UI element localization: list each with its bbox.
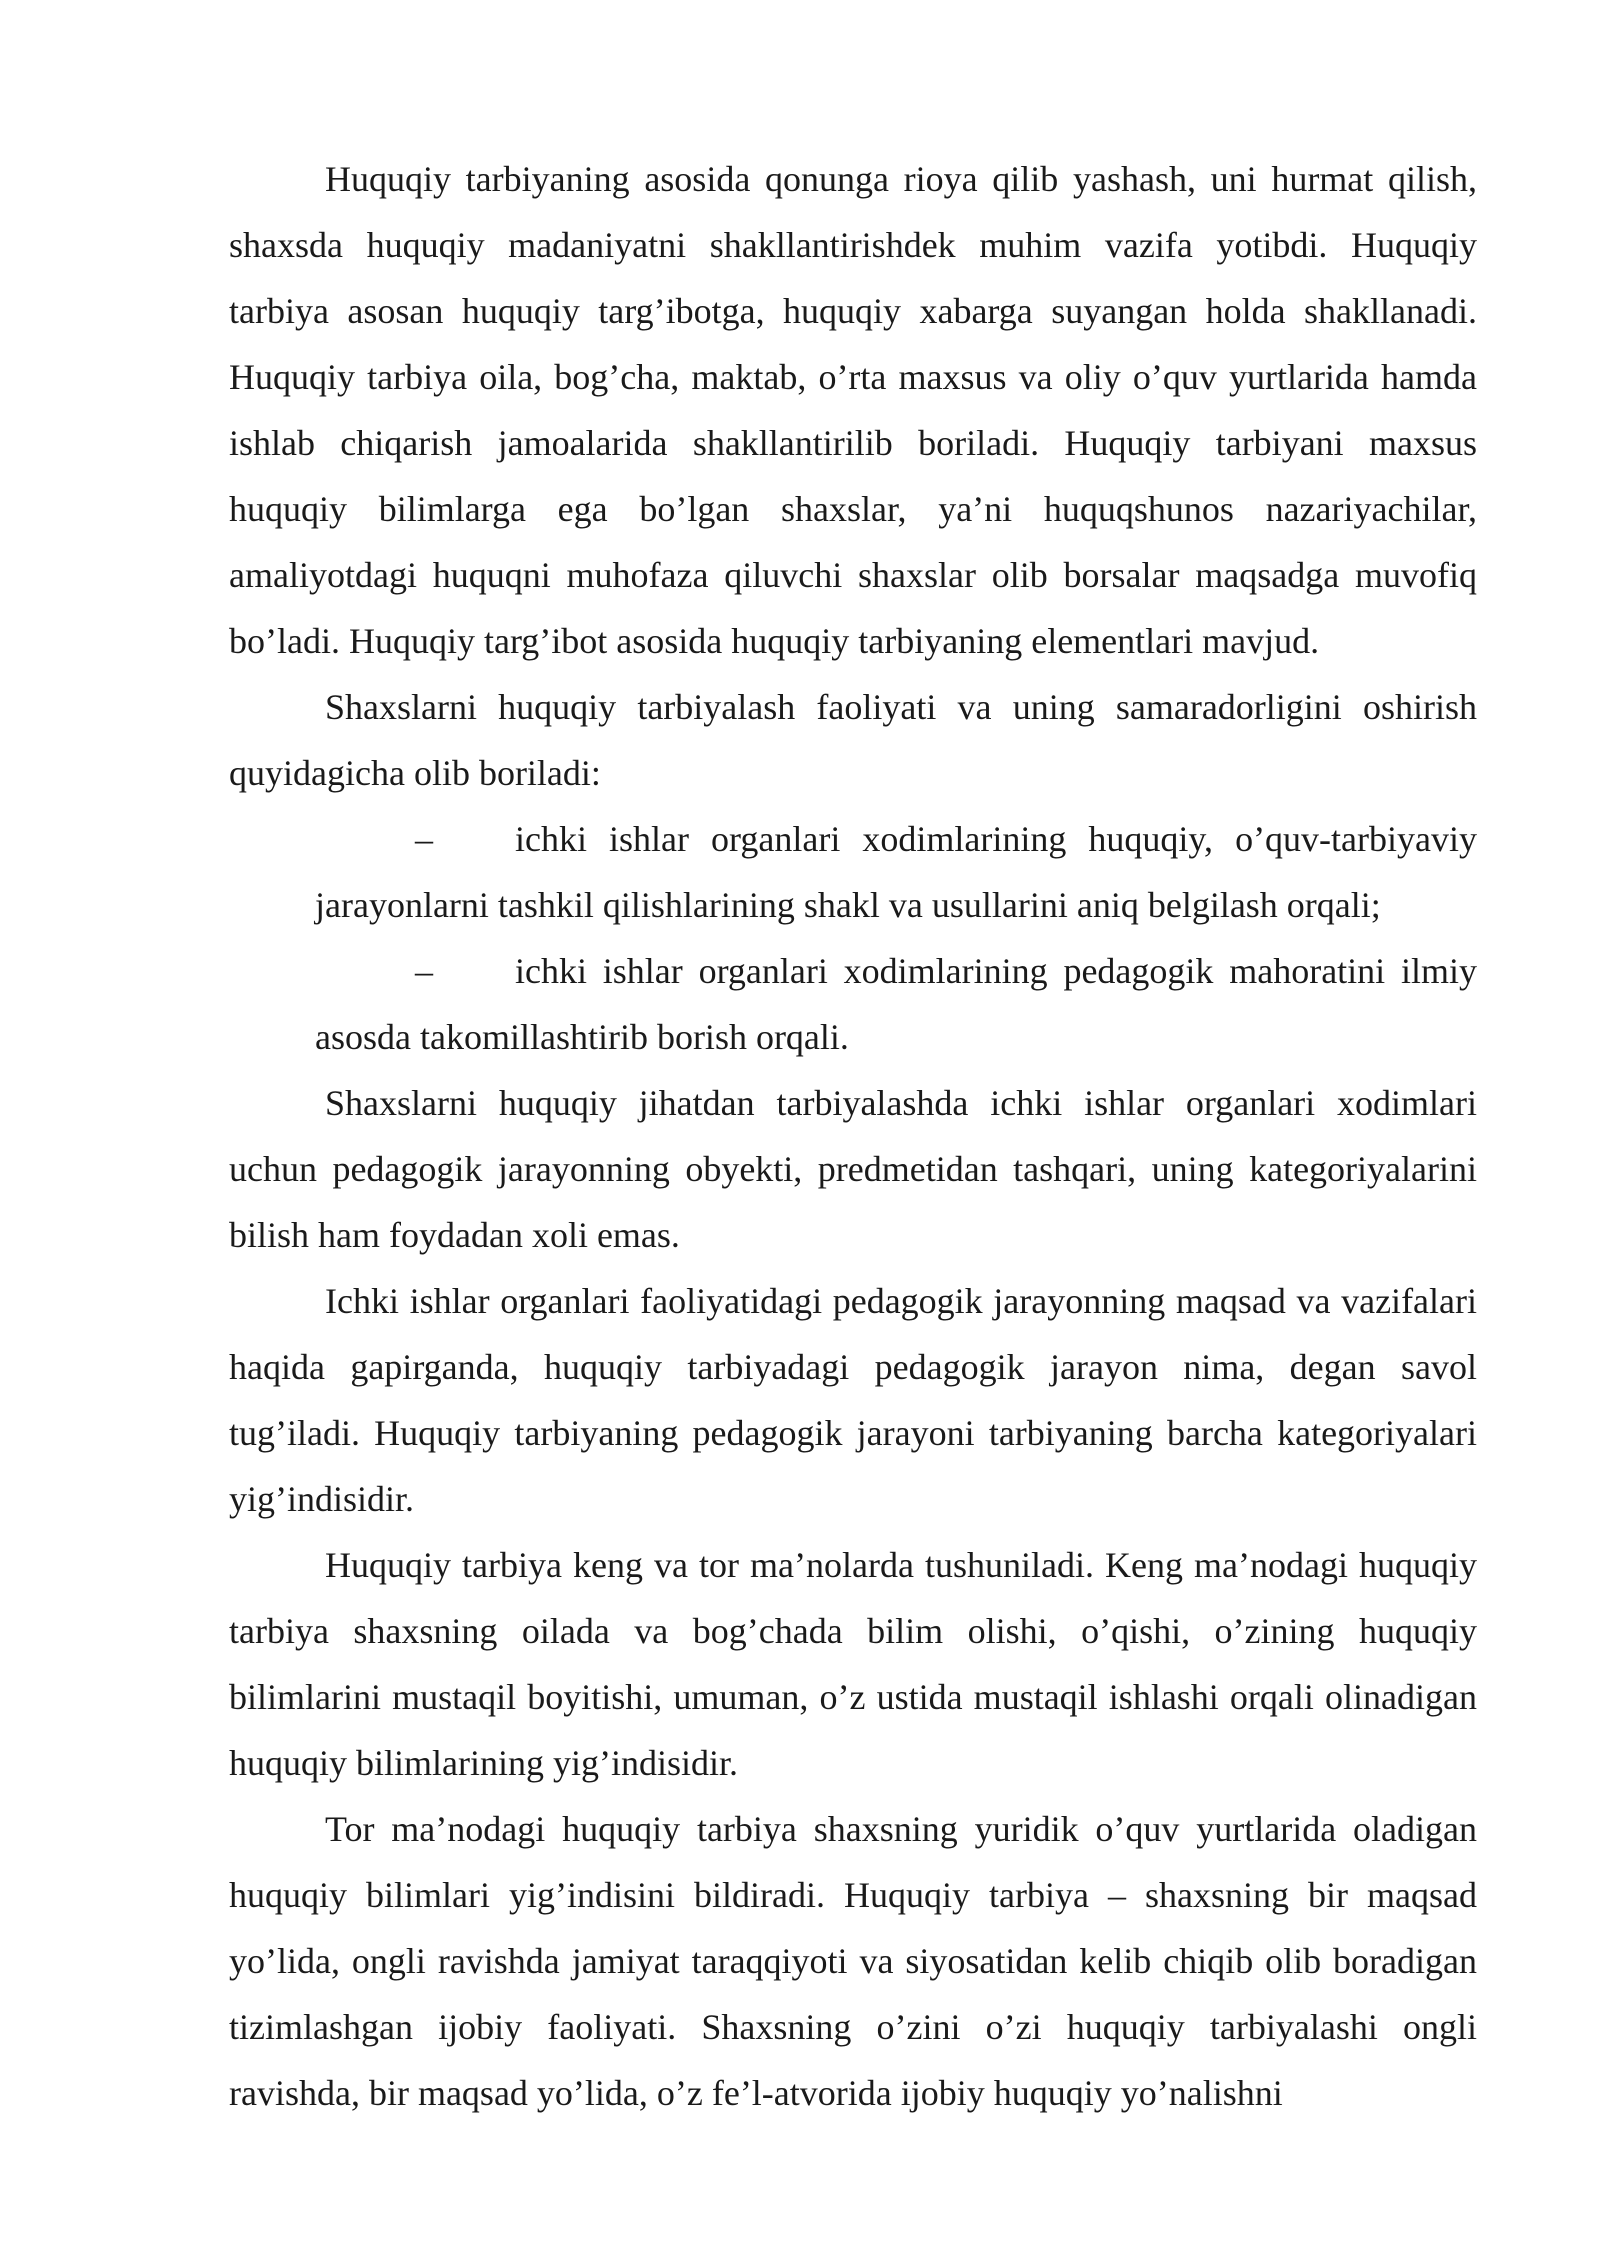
- list-dash: –: [415, 819, 433, 859]
- document-body: [229, 146, 1477, 2126]
- paragraph-list-intro: Shaxslarni huquqiy tarbiyalash faoliyati va uning samaradorligini oshirish quyidagicha olib boriladi:: [229, 687, 1477, 793]
- paragraph-goals-tasks: Ichki ishlar organlari faoliyatidagi pedagogik jarayonning maqsad va vazifalari haqida gapirganda, huquqiy tarbiyadagi pedagogik jarayon nima, degan savol tug’iladi. Huquqiy tarbiyaning pedagogik jarayoni tarbiyaning barcha kategoriyalari yig’indisidir.: [229, 1281, 1477, 1519]
- paragraph-legal-education-basis: Huquqiy tarbiyaning asosida qonunga rioya qilib yashash, uni hurmat qilish, shaxsda huquqiy madaniyatni shakllantirishdek muhim vazifa yotibdi. Huquqiy tarbiya asosan huquqiy targ’ibotga, huquqiy xabarga suyangan holda shakllanadi. Huquqiy tarbiya oila, bog’cha, maktab, o’rta maxsus va oliy o’quv yurtlarida hamda ishlab chiqarish jamoalarida shakllantirilib boriladi. Huquqiy tarbiyani maxsus huquqiy bilimlarga ega bo’lgan shaxslar, ya’ni huquqshunos nazariyachilar, amaliyotdagi huquqni muhofaza qiluvchi shaxslar olib borsalar maqsadga muvofiq bo’ladi. Huquqiy targ’ibot asosida huquqiy tarbiyaning elementlari mavjud.: [229, 159, 1477, 661]
- list-dash: –: [415, 951, 433, 991]
- list-item-text: ichki ishlar organlari xodimlarining huquqiy, o’quv-tarbiyaviy jarayonlarni tashkil qilishlarining shakl va usullarini aniq belgilash orqali;: [315, 819, 1477, 925]
- list-item-text: ichki ishlar organlari xodimlarining pedagogik mahoratini ilmiy asosda takomillashtirib borish orqali.: [315, 951, 1477, 1057]
- list-item: [315, 938, 1477, 1070]
- paragraph-broad-meaning: Huquqiy tarbiya keng va tor ma’nolarda tushuniladi. Keng ma’nodagi huquqiy tarbiya shaxsning oilada va bog’chada bilim olishi, o’qishi, o’zining huquqiy bilimlarini mustaqil boyitishi, umuman, o’z ustida mustaqil ishlashi orqali olinadigan huquqiy bilimlarining yig’indisidir.: [229, 1545, 1477, 1783]
- list-item: [315, 806, 1477, 938]
- paragraph-narrow-meaning: Tor ma’nodagi huquqiy tarbiya shaxsning yuridik o’quv yurtlarida oladigan huquqiy bilimlari yig’indisini bildiradi. Huquqiy tarbiya – shaxsning bir maqsad yo’lida, ongli ravishda jamiyat taraqqiyoti va siyosatidan kelib chiqib olib boradigan tizimlashgan ijobiy faoliyati. Shaxsning o’zini o’zi huquqiy tarbiyalashi ongli ravishda, bir maqsad yo’lida, o’z fe’l-atvorida ijobiy huquqiy yo’nalishni: [229, 1809, 1477, 2113]
- paragraph-pedagogical-process: Shaxslarni huquqiy jihatdan tarbiyalashda ichki ishlar organlari xodimlari uchun pedagogik jarayonning obyekti, predmetidan tashqari, uning kategoriyalarini bilish ham foydadan xoli emas.: [229, 1083, 1477, 1255]
